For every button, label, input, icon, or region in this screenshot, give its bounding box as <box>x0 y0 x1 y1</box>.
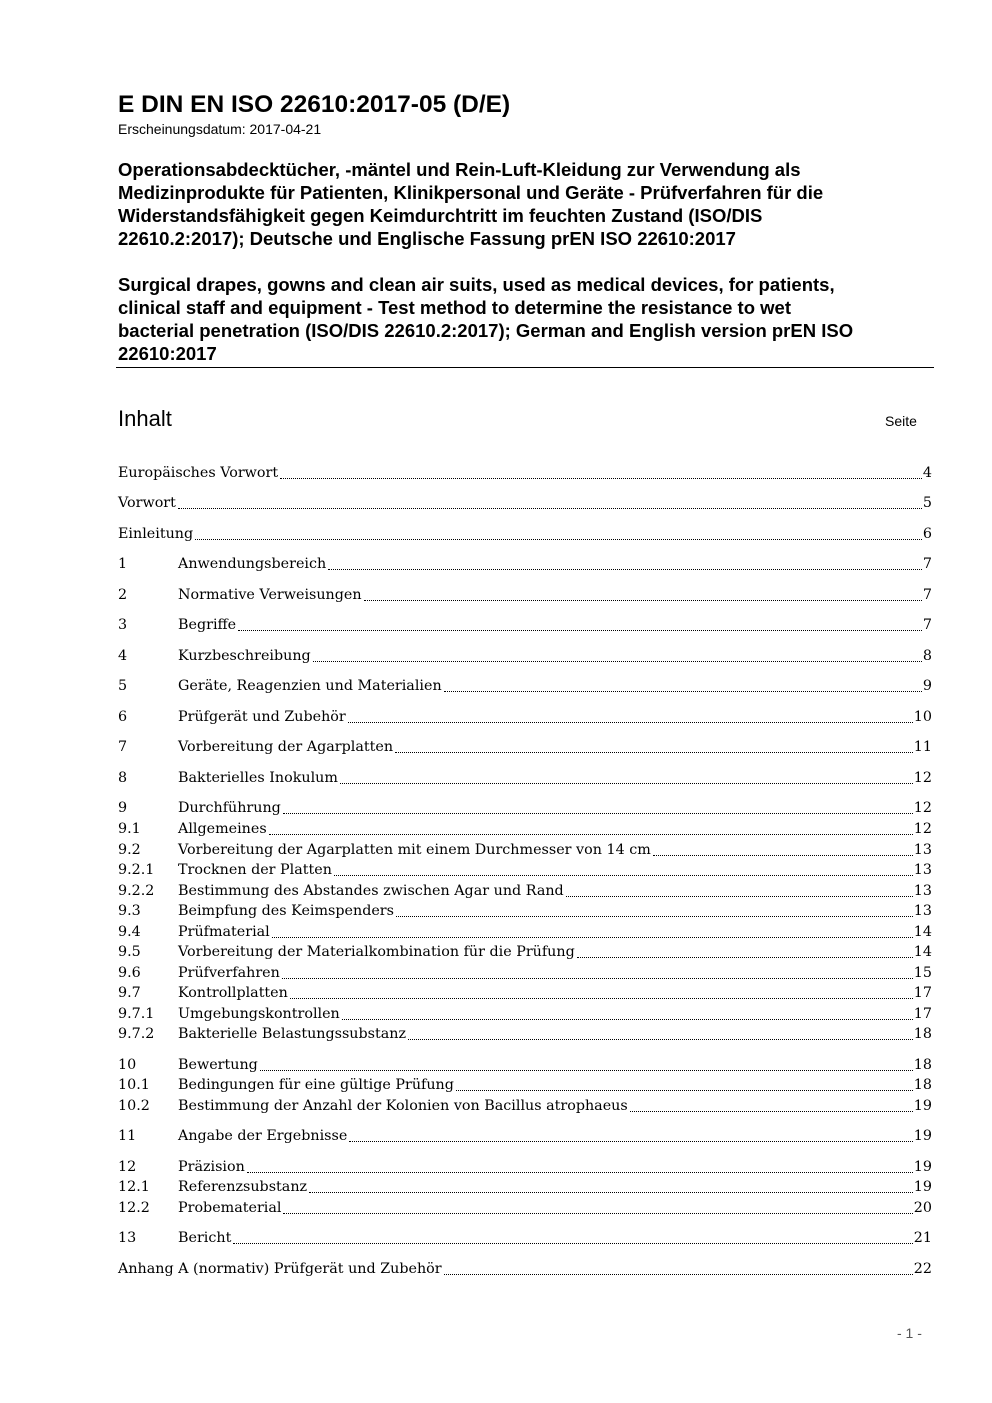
toc-entry-title: Bestimmung der Anzahl der Kolonien von Bacillus atrophaeus <box>178 1098 628 1114</box>
toc-dot-leader <box>456 1090 913 1091</box>
toc-entry-title: Vorbereitung der Materialkombination für die Prüfung <box>178 944 575 960</box>
toc-entry-number: 12.1 <box>118 1179 150 1195</box>
toc-entry[interactable] <box>118 840 932 860</box>
toc-entry[interactable] <box>118 1055 932 1075</box>
toc-entry-title: Vorbereitung der Agarplatten mit einem Durchmesser von 14 cm <box>178 842 651 858</box>
toc-dot-leader <box>247 1172 913 1173</box>
toc-entry-number: 6 <box>118 709 128 725</box>
toc-page-column-label: Seite <box>885 413 917 429</box>
toc-entry-number: 9.5 <box>118 944 141 960</box>
toc-entry-page: 9 <box>922 678 932 694</box>
toc-entry-title: Normative Verweisungen <box>178 587 362 603</box>
toc-entry-title: Vorbereitung der Agarplatten <box>178 739 394 755</box>
toc-entry[interactable] <box>118 963 932 983</box>
toc-dot-leader <box>282 978 913 979</box>
toc-entry-number: 9.3 <box>118 903 141 919</box>
toc-dot-leader <box>195 539 922 540</box>
toc-dot-leader <box>272 937 913 938</box>
toc-entry-title: Anhang A (normativ) Prüfgerät und Zubehör <box>118 1261 442 1277</box>
toc-entry[interactable] <box>118 646 932 666</box>
toc-entry-number: 1 <box>118 556 128 572</box>
toc-dot-leader <box>280 478 922 479</box>
toc-entry-page: 10 <box>913 709 932 725</box>
toc-dot-leader <box>444 1274 913 1275</box>
toc-entry-title: Bewertung <box>178 1057 258 1073</box>
toc-entry-title: Allgemeines <box>178 821 267 837</box>
toc-dot-leader <box>342 1019 913 1020</box>
toc-entry-page: 15 <box>913 965 932 981</box>
toc-dot-leader <box>334 875 913 876</box>
toc-entry-title: Kurzbeschreibung <box>178 648 311 664</box>
toc-entry-title: Begriffe <box>178 617 237 633</box>
toc-entry[interactable] <box>118 463 932 483</box>
toc-entry[interactable] <box>118 942 932 962</box>
toc-entry-page: 5 <box>922 495 932 511</box>
toc-entry-title: Prüfgerät und Zubehör <box>178 709 346 725</box>
toc-entry-number: 9.7.2 <box>118 1026 155 1042</box>
toc-entry-page: 18 <box>913 1077 932 1093</box>
toc-entry-number: 9.6 <box>118 965 141 981</box>
toc-entry[interactable] <box>118 1024 932 1044</box>
toc-dot-leader <box>260 1070 913 1071</box>
toc-entry-page: 17 <box>913 1006 932 1022</box>
toc-entry-title: Referenzsubstanz <box>178 1179 308 1195</box>
toc-entry-page: 17 <box>913 985 932 1001</box>
toc-dot-leader <box>408 1039 913 1040</box>
toc-entry-page: 14 <box>913 944 932 960</box>
toc-entry-number: 9.7 <box>118 985 141 1001</box>
toc-entry[interactable] <box>118 1228 932 1248</box>
toc-entry[interactable] <box>118 1126 932 1146</box>
toc-dot-leader <box>313 661 922 662</box>
toc-entry[interactable] <box>118 1096 932 1116</box>
toc-entry-number: 9.2.2 <box>118 883 155 899</box>
toc-entry-title: Trocknen der Platten <box>178 862 332 878</box>
toc-entry-title: Bakterielle Belastungssubstanz <box>178 1026 407 1042</box>
toc-entry[interactable] <box>118 901 932 921</box>
toc-entry[interactable] <box>118 983 932 1003</box>
toc-entry[interactable] <box>118 524 932 544</box>
toc-entry-number: 8 <box>118 770 128 786</box>
toc-entry-number: 11 <box>118 1128 137 1144</box>
toc-entry-title: Bericht <box>178 1230 232 1246</box>
toc-entry[interactable] <box>118 585 932 605</box>
document-id: E DIN EN ISO 22610:2017-05 (D/E) <box>118 91 511 118</box>
toc-entry-page: 13 <box>913 842 932 858</box>
toc-dot-leader <box>269 834 913 835</box>
toc-entry-page: 8 <box>922 648 932 664</box>
toc-entry-page: 14 <box>913 924 932 940</box>
toc-entry-number: 9.1 <box>118 821 141 837</box>
toc-heading: Inhalt <box>118 406 172 431</box>
toc-entry-title: Vorwort <box>118 495 176 511</box>
toc-entry-number: 9.2 <box>118 842 141 858</box>
toc-entry-title: Prüfmaterial <box>178 924 270 940</box>
toc-entry[interactable] <box>118 737 932 757</box>
title-german-line: Widerstandsfähigkeit gegen Keimdurchtritt im feuchten Zustand (ISO/DIS <box>118 205 763 226</box>
toc-dot-leader <box>577 957 913 958</box>
toc-entry-page: 13 <box>913 883 932 899</box>
toc-entry[interactable] <box>118 676 932 696</box>
toc-entry-number: 13 <box>118 1230 137 1246</box>
toc-entry-page: 12 <box>913 770 932 786</box>
toc-entry-number: 10.2 <box>118 1098 150 1114</box>
toc-entry-number: 9.4 <box>118 924 141 940</box>
toc-entry-number: 9 <box>118 800 128 816</box>
toc-entry-page: 7 <box>922 556 932 572</box>
toc-entry-page: 22 <box>913 1261 932 1277</box>
toc-entry[interactable] <box>118 615 932 635</box>
title-english-line: clinical staff and equipment - Test method to determine the resistance to wet <box>118 297 791 318</box>
title-english-line: 22610:2017 <box>118 343 217 364</box>
title-german-line: Operationsabdecktücher, -mäntel und Rein-Luft-Kleidung zur Verwendung als <box>118 159 801 180</box>
publication-date: Erscheinungsdatum: 2017-04-21 <box>118 121 322 137</box>
toc-entry-page: 20 <box>913 1200 932 1216</box>
toc-entry-title: Durchführung <box>178 800 281 816</box>
toc-entry[interactable] <box>118 1259 932 1279</box>
toc-entry-title: Bestimmung des Abstandes zwischen Agar und Rand <box>178 883 564 899</box>
toc-entry-page: 18 <box>913 1057 932 1073</box>
toc-entry-number: 12.2 <box>118 1200 150 1216</box>
table-of-contents <box>118 0 932 1403</box>
toc-entry-number: 2 <box>118 587 128 603</box>
toc-entry[interactable] <box>118 819 932 839</box>
toc-entry-title: Bakterielles Inokulum <box>178 770 338 786</box>
toc-entry-title: Geräte, Reagenzien und Materialien <box>178 678 442 694</box>
toc-entry-page: 7 <box>922 617 932 633</box>
toc-entry-page: 21 <box>913 1230 932 1246</box>
toc-entry[interactable] <box>118 922 932 942</box>
toc-dot-leader <box>395 752 913 753</box>
toc-entry-page: 19 <box>913 1179 932 1195</box>
toc-entry-title: Anwendungsbereich <box>178 556 327 572</box>
toc-dot-leader <box>340 783 913 784</box>
toc-entry-page: 18 <box>913 1026 932 1042</box>
toc-entry-page: 13 <box>913 862 932 878</box>
toc-dot-leader <box>348 722 913 723</box>
toc-entry-title: Kontrollplatten <box>178 985 288 1001</box>
toc-entry-page: 19 <box>913 1159 932 1175</box>
toc-entry[interactable] <box>118 1004 932 1024</box>
toc-dot-leader <box>178 508 922 509</box>
toc-entry[interactable] <box>118 1198 932 1218</box>
toc-entry-number: 12 <box>118 1159 137 1175</box>
toc-entry-title: Bedingungen für eine gültige Prüfung <box>178 1077 454 1093</box>
toc-entry-title: Umgebungskontrollen <box>178 1006 340 1022</box>
toc-entry[interactable] <box>118 798 932 818</box>
toc-entry-page: 19 <box>913 1128 932 1144</box>
toc-entry-number: 10 <box>118 1057 137 1073</box>
toc-entry-title: Probematerial <box>178 1200 282 1216</box>
toc-dot-leader <box>290 998 913 999</box>
toc-entry-page: 11 <box>913 739 932 755</box>
toc-entry-title: Prüfverfahren <box>178 965 280 981</box>
toc-entry-number: 7 <box>118 739 128 755</box>
toc-entry-page: 12 <box>913 821 932 837</box>
toc-entry[interactable] <box>118 768 932 788</box>
title-german-line: 22610.2:2017); Deutsche und Englische Fassung prEN ISO 22610:2017 <box>118 228 736 249</box>
toc-dot-leader <box>309 1192 913 1193</box>
page-number: - 1 - <box>897 1325 922 1341</box>
title-english-line: bacterial penetration (ISO/DIS 22610.2:2017); German and English version prEN ISO <box>118 320 854 341</box>
toc-dot-leader <box>283 1213 912 1214</box>
toc-dot-leader <box>396 916 913 917</box>
toc-entry-number: 10.1 <box>118 1077 150 1093</box>
toc-dot-leader <box>233 1243 912 1244</box>
toc-dot-leader <box>566 896 913 897</box>
toc-entry-page: 7 <box>922 587 932 603</box>
toc-dot-leader <box>328 569 922 570</box>
toc-entry[interactable] <box>118 1157 932 1177</box>
toc-entry[interactable] <box>118 707 932 727</box>
toc-entry-title: Einleitung <box>118 526 194 542</box>
toc-dot-leader <box>349 1141 912 1142</box>
toc-dot-leader <box>364 600 922 601</box>
toc-entry-page: 13 <box>913 903 932 919</box>
toc-entry[interactable] <box>118 1075 932 1095</box>
toc-dot-leader <box>444 691 922 692</box>
toc-dot-leader <box>283 813 913 814</box>
toc-entry-title: Angabe der Ergebnisse <box>178 1128 348 1144</box>
toc-entry-page: 4 <box>922 465 932 481</box>
title-english-line: Surgical drapes, gowns and clean air suits, used as medical devices, for patients, <box>118 274 835 295</box>
toc-entry[interactable] <box>118 881 932 901</box>
toc-entry-page: 12 <box>913 800 932 816</box>
toc-entry-title: Präzision <box>178 1159 245 1175</box>
toc-entry-title: Europäisches Vorwort <box>118 465 279 481</box>
toc-entry[interactable] <box>118 554 932 574</box>
toc-dot-leader <box>653 855 913 856</box>
toc-entry-number: 4 <box>118 648 128 664</box>
toc-entry-page: 6 <box>922 526 932 542</box>
toc-entry-page: 19 <box>913 1098 932 1114</box>
toc-entry-number: 5 <box>118 678 128 694</box>
toc-entry[interactable] <box>118 1177 932 1197</box>
title-german-line: Medizinprodukte für Patienten, Klinikpersonal und Geräte - Prüfverfahren für die <box>118 182 824 203</box>
toc-entry[interactable] <box>118 493 932 513</box>
toc-entry-number: 9.7.1 <box>118 1006 155 1022</box>
toc-dot-leader <box>238 630 922 631</box>
toc-entry[interactable] <box>118 860 932 880</box>
toc-dot-leader <box>630 1111 913 1112</box>
toc-entry-title: Beimpfung des Keimspenders <box>178 903 394 919</box>
toc-entry-number: 9.2.1 <box>118 862 155 878</box>
toc-entry-number: 3 <box>118 617 128 633</box>
